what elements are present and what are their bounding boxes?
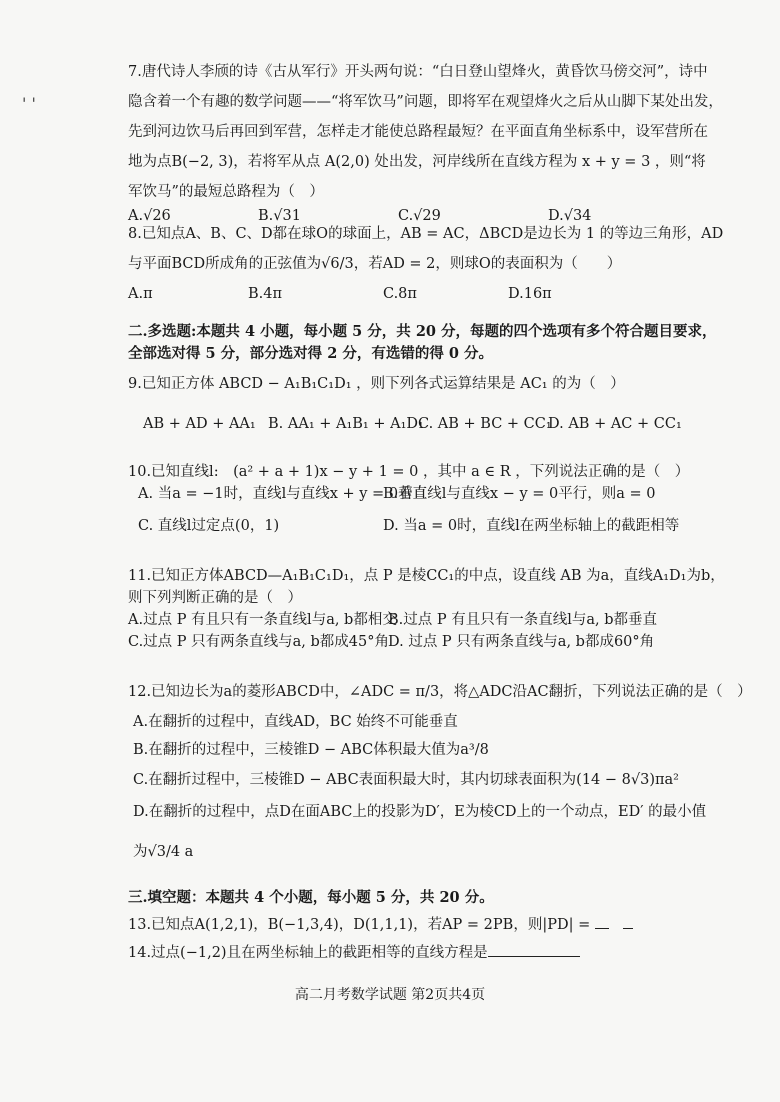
q10-stem: 10.已知直线l: (a² + a + 1)x − y + 1 = 0 ，其中 a ∈ R ，下列说法正确的是（ ） xyxy=(128,464,690,480)
q9-stem: 9.已知正方体 ABCD − A₁B₁C₁D₁ ，则下列各式运算结果是 AC₁ 的为（ ） xyxy=(128,376,625,392)
page-footer: 高二月考数学试题 第2页共4页 xyxy=(294,987,486,1003)
q7-option-d: D.√34 xyxy=(548,208,592,224)
q8-option-b: B.4π xyxy=(248,286,283,302)
q13-answer-blank[interactable] xyxy=(595,914,609,929)
q13-answer-blank-tail xyxy=(623,914,633,929)
q12-option-b: B.在翻折的过程中，三棱锥D − ABC体积最大值为a³/8 xyxy=(133,742,489,758)
q8-option-d: D.16π xyxy=(508,286,552,302)
q11-line-1: 11.已知正方体ABCD—A₁B₁C₁D₁，点 P 是棱CC₁的中点，设直线 AB 为a，直线A₁D₁为b， xyxy=(128,568,725,584)
q13-text: 13.已知点A(1,2,1)，B(−1,3,4)，D(1,1,1)，若AP = 2PB，则|PD| = xyxy=(128,917,591,933)
margin-mark: ' ' xyxy=(22,94,36,113)
section-2-rules: 全部选对得 5 分，部分选对得 2 分，有选错的得 0 分。 xyxy=(128,345,494,362)
q9-option-b: B. AA₁ + A₁B₁ + A₁D₁ xyxy=(268,416,424,432)
q12-option-d-line-1: D.在翻折的过程中，点D在面ABC上的投影为D′，E为棱CD上的一个动点，ED′ 的最小值 xyxy=(133,804,707,820)
q7-line-5: 军饮马”的最短总路程为（ ） xyxy=(128,184,324,200)
q8-option-a: A.π xyxy=(128,286,153,302)
q7-option-a: A.√26 xyxy=(128,208,171,224)
q13-stem xyxy=(128,914,633,935)
q8-line-2: 与平面BCD所成角的正弦值为√6/3，若AD = 2，则球O的表面积为（ ） xyxy=(128,256,622,272)
q7-line-1: 7.唐代诗人李颀的诗《古从军行》开头两句说：“白日登山望烽火，黄昏饮马傍交河”，诗中 xyxy=(128,64,708,80)
q8-option-c: C.8π xyxy=(383,286,417,302)
q14-stem xyxy=(128,942,580,963)
q9-option-d: D. AB + AC + CC₁ xyxy=(548,416,682,432)
q12-stem: 12.已知边长为a的菱形ABCD中，∠ADC = π/3，将△ADC沿AC翻折，下列说法正确的是（ ） xyxy=(128,684,752,700)
q11-option-b: B.过点 P 有且只有一条直线l与a, b都垂直 xyxy=(388,612,658,628)
q11-option-a: A.过点 P 有且只有一条直线l与a, b都相交 xyxy=(128,612,397,628)
q11-option-c: C.过点 P 只有两条直线与a, b都成45°角 xyxy=(128,634,390,650)
q7-line-4: 地为点B(−2, 3)，若将军从点 A(2,0) 处出发，河岸线所在直线方程为 x + y = 3 ，则“将 xyxy=(128,154,706,170)
section-3-heading: 三.填空题：本题共 4 个小题，每小题 5 分，共 20 分。 xyxy=(128,889,494,906)
q12-option-d-line-2: 为√3/4 a xyxy=(133,844,194,860)
q7-line-3: 先到河边饮马后再回到军营，怎样走才能使总路程最短？在平面直角坐标系中，设军营所在 xyxy=(128,124,708,140)
q9-option-c: C. AB + BC + CC₁ xyxy=(418,416,552,432)
q8-line-1: 8.已知点A、B、C、D都在球O的球面上，AB = AC，ΔBCD是边长为 1 的等边三角形，AD xyxy=(128,226,724,242)
q7-line-2: 隐含着一个有趣的数学问题——“将军饮马”问题，即将军在观望烽火之后从山脚下某处出发， xyxy=(128,94,723,110)
q12-option-c: C.在翻折过程中，三棱锥D − ABC表面积最大时，其内切球表面积为(14 − 8√3)πa² xyxy=(133,772,679,788)
q14-text: 14.过点(−1,2)且在两坐标轴上的截距相等的直线方程是 xyxy=(128,945,488,961)
q10-option-c: C. 直线l过定点(0，1) xyxy=(138,518,280,534)
q11-line-2: 则下列判断正确的是（ ） xyxy=(128,590,302,606)
section-2-heading: 二.多选题:本题共 4 小题，每小题 5 分，共 20 分，每题的四个选项有多个符合题目要求， xyxy=(128,323,717,340)
q7-option-b: B.√31 xyxy=(258,208,301,224)
q11-option-d: D. 过点 P 只有两条直线与a, b都成60°角 xyxy=(388,634,655,650)
q12-option-a: A.在翻折的过程中，直线AD，BC 始终不可能垂直 xyxy=(133,714,458,730)
q10-option-d: D. 当a = 0时，直线l在两坐标轴上的截距相等 xyxy=(383,518,680,534)
q9-option-a: AB + AD + AA₁ xyxy=(143,416,256,432)
q7-option-c: C.√29 xyxy=(398,208,441,224)
q10-option-a: A. 当a = −1时，直线l与直线x + y = 0垂直 xyxy=(138,486,428,502)
q10-option-b: B.若直线l与直线x − y = 0平行，则a = 0 xyxy=(383,486,656,502)
q14-answer-blank[interactable] xyxy=(488,942,580,957)
